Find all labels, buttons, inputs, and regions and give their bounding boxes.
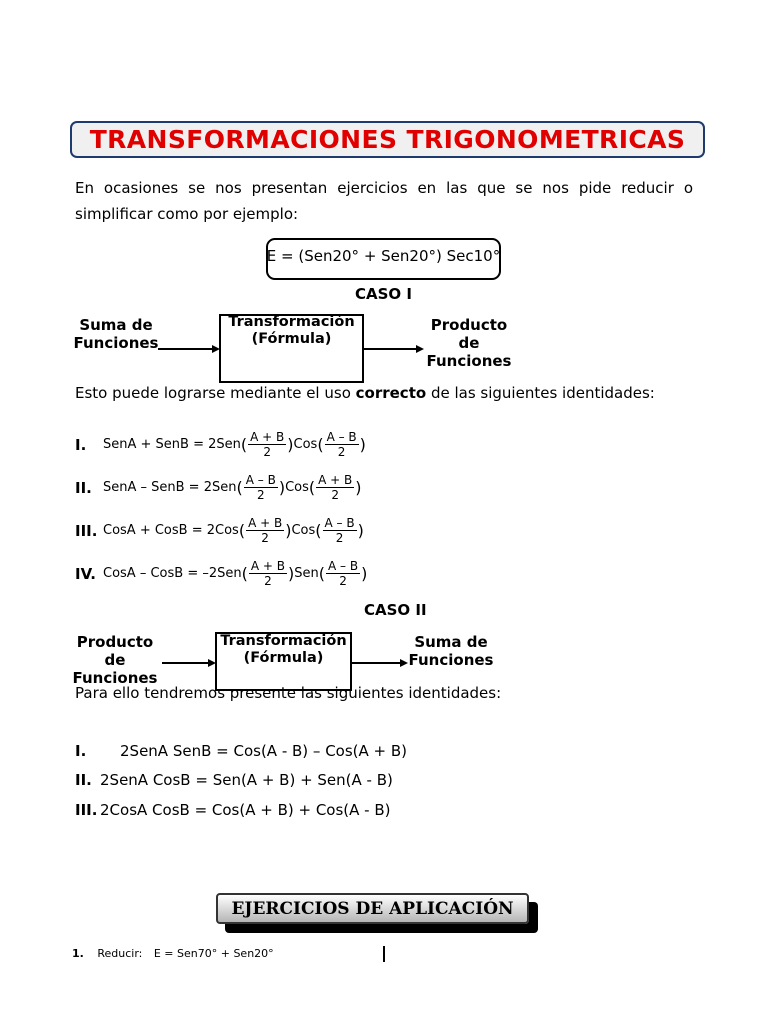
caso-2-arrow-in [162,662,208,664]
identity-mid: Sen [294,566,319,581]
caso-1-left-label-line: Funciones [73,334,159,352]
product-identity-row [75,771,393,789]
caso-1-arrow-out [364,348,416,350]
fraction-numerator: A + B [248,516,283,530]
identity-number: II. [75,478,92,497]
caso-1-arrow-in [158,348,212,350]
caso-2-right-label-line: Suma de [414,633,488,651]
identity-row: III. CosA + CosB = 2Cos ( $\frac{A + B}{2}$ ) Cos ( $\frac{A - B}{2}$ ) [75,516,364,545]
caso-1-desc-pre: Esto puede lograrse mediante el uso [75,384,356,402]
caso-1-formula-line: (Fórmula) [251,331,332,347]
fraction-numerator: A – B [326,430,357,444]
caso-2-left-label-line: Funciones [72,669,158,687]
caso-1-right-label-line: Funciones [426,352,512,370]
fraction-denominator: 2 [263,445,271,459]
fraction-denominator: 2 [331,488,339,502]
caso-1-left-label-line: Suma de [79,316,153,334]
fraction-denominator: 2 [256,488,265,502]
fraction-denominator: 2 [261,531,269,545]
caso-1-formula-box-label [219,314,364,348]
caso-2-left-label-line: Producto [76,633,154,651]
identity-number: I. [75,435,87,454]
caso-2-formula-line: (Fórmula) [243,650,324,666]
fraction-denominator: 2 [264,574,272,588]
fraction-numerator: A – B [327,559,359,573]
identity-mid: Cos [293,437,318,452]
exercises-title: EJERCICIOS DE APLICACIÓN [231,898,514,919]
caso-1-right-label-line: de [458,334,480,352]
fraction-denominator: 2 [337,445,346,459]
caso-1-desc-bold: correcto [355,384,427,402]
identity-text: 2CosA CosB = Cos(A + B) + Cos(A - B) [100,801,391,819]
fraction-denominator: 2 [335,531,344,545]
caso-2-right-label-line: Funciones [408,651,494,669]
caso-1-left-label [70,316,162,352]
exercises-banner [216,893,529,924]
exercise-label: Reducir: [97,947,143,960]
identity-row: II. SenA – SenB = 2Sen ( $\frac{A - B}{2}$ ) Cos ( $\frac{A + B}{2}$ ) [75,473,362,502]
product-identity-row [75,801,391,819]
caso-1-desc-post: de las siguientes identidades: [426,384,655,402]
identity-number: III. [75,801,98,819]
text-cursor [383,946,385,962]
caso-1-right-label [420,316,518,370]
fraction-numerator: A – B [324,516,355,530]
identity-mid: Cos [291,523,316,538]
fraction-numerator: A + B [250,559,285,573]
fraction-denominator: 2 [339,574,347,588]
example-equation: E = (Sen20° + Sen20°) Sec10° [266,247,501,265]
identity-number: I. [75,742,87,760]
caso-2-left-label [68,633,162,687]
intro-line-1: En ocasiones se nos presentan ejercicios en las que se nos pide reducir o [75,179,693,197]
fraction-numerator: A – B [245,473,276,487]
caso-2-right-label [404,633,498,669]
identity-lhs: CosA + CosB = 2Cos [103,523,239,538]
caso-2-formula-box-label [215,633,352,667]
caso-2-title: CASO II [364,601,427,619]
product-identity-row [75,742,407,760]
caso-2-formula-line: Transformación [220,633,347,649]
caso-1-description [75,384,655,402]
identity-text: 2SenA CosB = Sen(A + B) + Sen(A - B) [100,771,393,789]
exercise-expression: E = Sen70° + Sen20° [153,947,274,960]
identity-mid: Cos [285,480,309,495]
exercise-1 [72,947,274,960]
identity-lhs: SenA + SenB = 2Sen [103,437,241,452]
fraction-numerator: A + B [250,430,285,444]
caso-1-title: CASO I [355,285,412,303]
fraction-numerator: A + B [318,473,353,487]
identity-row: IV. CosA – CosB = –2Sen ( $\frac{A + B}{2}$ ) Sen ( $\frac{A - B}{2}$ ) [75,559,368,588]
caso-1-formula-line: Transformación [228,314,355,330]
page-title: TRANSFORMACIONES TRIGONOMETRICAS [89,125,686,154]
title-banner [70,121,705,158]
identity-text: 2SenA SenB = Cos(A - B) – Cos(A + B) [120,742,408,760]
identity-number: III. [75,521,98,540]
identity-number: II. [75,771,92,789]
caso-1-right-label-line: Producto [430,316,508,334]
exercise-number: 1. [72,947,84,960]
identity-number: IV. [75,564,96,583]
identity-lhs: CosA – CosB = –2Sen [103,566,242,581]
caso-2-left-label-line: de [104,651,126,669]
intro-line-2: simplificar como por ejemplo: [75,205,299,223]
identity-row: I. SenA + SenB = 2Sen ( $\frac{A + B}{2}$ ) Cos ( $\frac{A - B}{2}$ ) [75,430,366,459]
caso-2-arrow-out [352,662,400,664]
caso-2-description: Para ello tendremos presente las siguientes identidades: [75,684,502,702]
identity-lhs: SenA – SenB = 2Sen [103,480,237,495]
